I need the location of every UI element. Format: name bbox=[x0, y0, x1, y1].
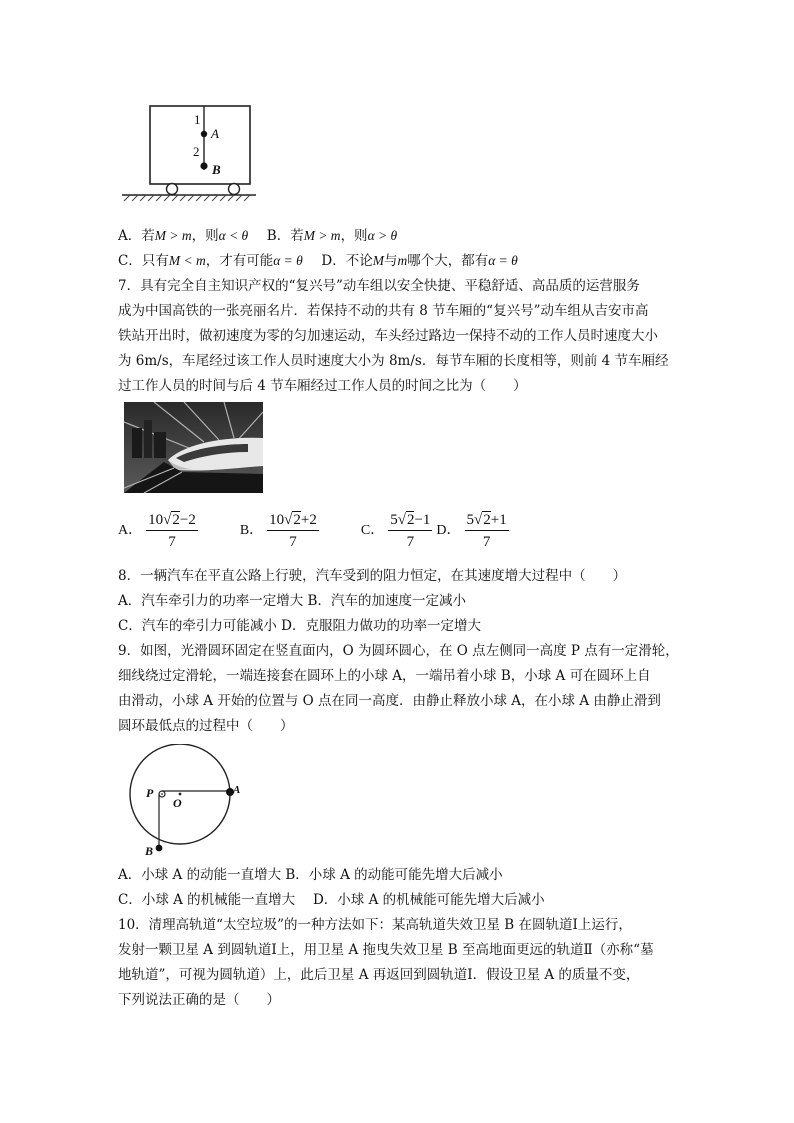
q9-line-3: 由滑动，小球 A 开始的位置与 O 点在同一高度．由静止释放小球 A，在小球 A 由静止滑到 bbox=[118, 693, 661, 709]
label-o: O bbox=[173, 796, 182, 810]
q7-option-d[interactable]: $\frac{5√2+1}{7}$ bbox=[466, 512, 507, 550]
q7-line-4: 为 6m/s，车尾经过该工作人员时速度大小为 8m/s．每节车厢的长度相等，则前 4 节车厢经 bbox=[118, 353, 669, 369]
q6-options-ab: A．若M > m，则α < θ B．若M > m，则α > θ bbox=[118, 228, 398, 244]
q7-option-b-label: B． bbox=[239, 523, 264, 538]
q7-line-1: 7．具有完全自主知识产权的“复兴号”动车组以安全快捷、平稳舒适、高品质的运营服务 bbox=[118, 278, 640, 294]
label-a: A bbox=[211, 126, 219, 141]
label-b: B bbox=[212, 162, 221, 177]
label-2: 2 bbox=[193, 144, 200, 159]
q10-line-4: 下列说法正确的是（ ） bbox=[118, 992, 280, 1008]
q7-option-d-label: D． bbox=[436, 523, 461, 538]
q7-option-c-label: C． bbox=[360, 523, 385, 538]
q8-options-ab: A．汽车牵引力的功率一定增大 B．汽车的加速度一定减小 bbox=[118, 593, 466, 609]
q7-options bbox=[118, 509, 513, 553]
q7-option-a[interactable]: $\frac{10√2-2}{7}$ bbox=[148, 512, 196, 550]
q8-options-cd: C．汽车的牵引力可能减小 D．克服阻力做功的功率一定增大 bbox=[118, 618, 481, 634]
q9-line-2: 细线绕过定滑轮，一端连接套在圆环上的小球 A，一端吊着小球 B，小球 A 可在圆环上自 bbox=[118, 668, 651, 684]
cart-figure bbox=[118, 104, 260, 214]
label-a: A bbox=[233, 784, 241, 796]
q7-option-a-label: A． bbox=[118, 523, 143, 538]
q6-options-cd: C．只有M < m，才有可能α = θ D．不论M与m哪个大，都有α = θ bbox=[118, 253, 518, 269]
q9-options-ab: A．小球 A 的动能一直增大 B．小球 A 的动能可能先增大后减小 bbox=[118, 867, 503, 883]
ring-figure bbox=[126, 744, 244, 860]
label-p: P bbox=[146, 786, 154, 800]
q10-line-1: 10．清理高轨道“太空垃圾”的一种方法如下：某高轨道失效卫星 B 在圆轨道Ⅰ上运行， bbox=[118, 917, 632, 933]
label-1: 1 bbox=[194, 112, 201, 127]
q9-options-cd: C．小球 A 的机械能一直增大 D．小球 A 的机械能可能先增大后减小 bbox=[118, 892, 545, 908]
q10-line-2: 发射一颗卫星 A 到圆轨道Ⅰ上，用卫星 A 拖曳失效卫星 B 至高地面更远的轨道Ⅱ（亦称“墓 bbox=[118, 942, 654, 958]
q9-line-1: 9．如图，光滑圆环固定在竖直面内，O 为圆环圆心，在 O 点左侧同一高度 P 点有一定滑轮， bbox=[118, 643, 679, 659]
q7-option-b[interactable]: $\frac{10√2+2}{7}$ bbox=[269, 512, 317, 550]
label-b: B bbox=[145, 844, 154, 858]
train-photo bbox=[124, 402, 263, 493]
q7-option-c[interactable]: $\frac{5√2-1}{7}$ bbox=[390, 512, 431, 550]
q9-line-4: 圆环最低点的过程中（ ） bbox=[118, 718, 294, 734]
q7-line-5: 过工作人员的时间与后 4 节车厢经过工作人员的时间之比为（ ） bbox=[118, 378, 527, 394]
q7-line-3: 铁站开出时，做初速度为零的匀加速运动，车头经过路边一保持不动的工作人员时速度大小 bbox=[118, 328, 658, 344]
q7-line-2: 成为中国高铁的一张亮丽名片．若保持不动的共有 8 节车厢的“复兴号”动车组从吉安市高 bbox=[118, 303, 649, 319]
q10-line-3: 地轨道”，可视为圆轨道）上，此后卫星 A 再返回到圆轨道Ⅰ．假设卫星 A 的质量不变， bbox=[118, 967, 640, 983]
q8-stem: 8．一辆汽车在平直公路上行驶，汽车受到的阻力恒定，在其速度增大过程中（ ） bbox=[118, 568, 627, 584]
